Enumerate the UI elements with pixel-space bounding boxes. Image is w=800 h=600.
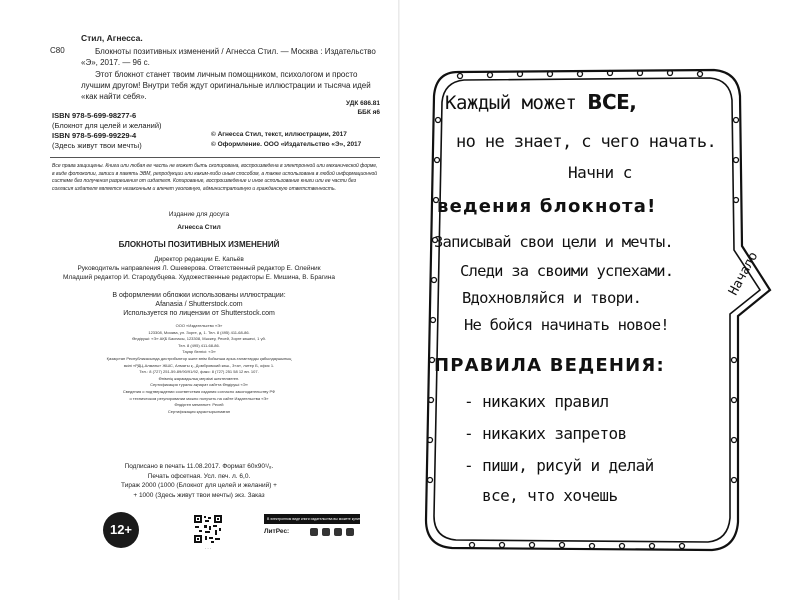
intro-line: Вдохновляйся и твори. xyxy=(462,289,642,307)
isbn-block xyxy=(52,111,162,151)
publisher-line: 123308, Москва, ул. Зорге, д. 1. Тел. 8 (495) 411-68-86. xyxy=(148,329,250,335)
copyright-text: © Агнесса Стил, текст, иллюстрации, 2017 xyxy=(211,131,347,138)
litres-logo: ЛитРес: xyxy=(264,528,290,535)
cover-note-line: В оформлении обложки использованы иллюстрации: xyxy=(112,292,286,299)
intro-line-emphasis: ВСЕ, xyxy=(587,90,637,114)
rule-item: все, что хочешь xyxy=(482,486,618,505)
isbn-2: ISBN 978-5-699-99229-4 xyxy=(52,131,137,140)
apple-icon xyxy=(310,528,318,536)
author-name: Агнесса Стил xyxy=(177,224,221,231)
bibliographic-record: Блокноты позитивных изменений / Агнесса Стил. — Москва : Издательство «Э», 2017. — 96 с. xyxy=(81,47,376,67)
isbn-2-note: (Здесь живут твои мечты) xyxy=(52,141,142,150)
android-icon xyxy=(322,528,330,536)
editorial-staff xyxy=(0,255,398,282)
print-line: Тираж 2000 (1000 (Блокнот для целей и желаний) + xyxy=(121,482,277,489)
publisher-line: Сертификация туралы ақпарат сайтта Өндіруші «Э» xyxy=(150,382,248,388)
publisher-line: Өнімнің жарамдылық мерзімі шектелмеген. xyxy=(158,375,240,381)
book-title: БЛОКНОТЫ ПОЗИТИВНЫХ ИЗМЕНЕНИЙ xyxy=(118,240,280,249)
publisher-line: Сведения о подтверждении соответствия издания согласно законодательству РФ xyxy=(122,388,276,394)
rule-item: - никаких запретов xyxy=(464,424,627,443)
intro-heading: ведения блокнота! xyxy=(437,196,657,217)
publisher-line: Тел. 8 (495) 411-68-86. xyxy=(178,342,220,348)
bbk-code: ББК я6 xyxy=(357,109,380,116)
qr-code-icon xyxy=(193,514,223,544)
publisher-line: Өндіруші: «Э» АҚБ Баспасы, 123308, Мәскеу, Ресей, Зорге көшесі, 1 үй. xyxy=(132,336,266,342)
age-rating-label: 12+ xyxy=(109,522,133,537)
copyright-block xyxy=(211,130,361,150)
intro-line: Следи за своими успехами. xyxy=(460,262,674,280)
rule-item: - никаких правил xyxy=(464,392,609,411)
imprint-page xyxy=(0,0,398,600)
windows-icon xyxy=(334,528,342,536)
cover-note-line: Afanasia / Shutterstock.com xyxy=(155,301,243,308)
web-icon xyxy=(346,528,354,536)
udk-code: УДК 686.81 xyxy=(346,100,380,107)
litres-block xyxy=(264,514,388,546)
print-line: Подписано в печать 11.08.2017. Формат 60x90¹/₈. xyxy=(124,463,274,470)
isbn-1-note: (Блокнот для целей и желаний) xyxy=(52,121,162,130)
publisher-line: Сертификация қарастырылмаған xyxy=(167,408,231,414)
staff-line: Директор редакции Е. Капьёв xyxy=(154,256,244,263)
intro-page xyxy=(400,0,800,600)
rule-item: - пиши, рисуй и делай xyxy=(464,456,654,475)
edition-type: Издание для досуга xyxy=(168,211,230,218)
publisher-line: о техническом регулировании можно получить на сайте Издательства «Э» xyxy=(129,395,269,401)
publisher-line: өкілі «РДЦ-Алматы» ЖШС, Алматы қ., Домбровский көш., 3«а», литер Б, офис 1. xyxy=(123,362,275,368)
rules-heading: ПРАВИЛА ВЕДЕНИЯ: xyxy=(434,355,665,376)
annotation: Этот блокнот станет твоим личным помощником, психологом и просто лучшим другом! Внутри тебя ждут оригинальные иллюстрации и тысяча идей «как найти себя». xyxy=(81,70,371,101)
print-line: Печать офсетная. Усл. печ. л. 6,0. xyxy=(147,472,251,480)
intro-line: Начни с xyxy=(568,163,632,182)
rights-notice: Все права защищены. Книга или любая ее часть не может быть скопирована, воспроизведена в электронной или механической форме, в виде фотокопии, записи в память ЭВМ, репродукции или каким-либо иным способом, а также использована в любой информационной системе без получения разрешения от издателя. Копирование, воспроизведение и иное использование книги или ее части без согласия издателя является незаконным и влечет уголовную, административную и гражданскую ответственность. xyxy=(52,163,378,192)
classification-codes xyxy=(346,99,380,117)
publisher-info xyxy=(0,323,398,415)
copyright-design: © Оформление. ООО «Издательство «Э», 2017 xyxy=(211,141,362,148)
publisher-line: Қазақстан Республикасында дистрибьютор және өнім бойынша арыз-талаптарды қабылдаушының xyxy=(106,355,292,361)
cover-credits xyxy=(0,291,398,318)
publisher-line: Тел.: 8 (727) 251-59-89/90/91/92, факс: 8 (727) 251 58 12 вн. 107. xyxy=(139,369,259,375)
qr-caption: · · · xyxy=(204,546,212,551)
intro-line: но не знает, с чего начать. xyxy=(456,132,717,152)
author-heading: Стил, Агнесса. xyxy=(81,33,143,43)
litres-banner: В электронном виде книги издательства вы можете купить на www.litres.ru xyxy=(264,514,360,524)
intro-line-text: Каждый может xyxy=(445,92,588,114)
intro-line xyxy=(445,90,636,114)
catalog-code: С80 xyxy=(50,46,65,55)
intro-line: Не бойся начинать новое! xyxy=(464,316,669,334)
isbn-1: ISBN 978-5-699-98277-6 xyxy=(52,111,137,120)
cover-note-line: Используется по лицензии от Shutterstock.com xyxy=(123,310,275,317)
intro-line: Записывай свои цели и мечты. xyxy=(434,233,673,251)
print-line: + 1000 (Здесь живут твои мечты) экз. Заказ xyxy=(133,491,265,499)
publisher-line: ООО «Издательство «Э» xyxy=(175,323,223,328)
divider xyxy=(50,157,380,158)
print-info xyxy=(0,462,398,500)
staff-line: Младший редактор И. Стародубцева. Художественные редакторы Е. Мишина, В. Брагина xyxy=(63,274,335,281)
start-tab-label: Начало xyxy=(726,249,762,299)
staff-line: Руководитель направления Л. Ошеверова. Ответственный редактор Е. Олейник xyxy=(77,265,321,272)
publisher-line: Өндірген мемлекет: Ресей xyxy=(174,402,224,408)
age-rating-badge xyxy=(103,512,139,548)
publisher-line: Тауар белгісі: «Э» xyxy=(182,349,216,355)
